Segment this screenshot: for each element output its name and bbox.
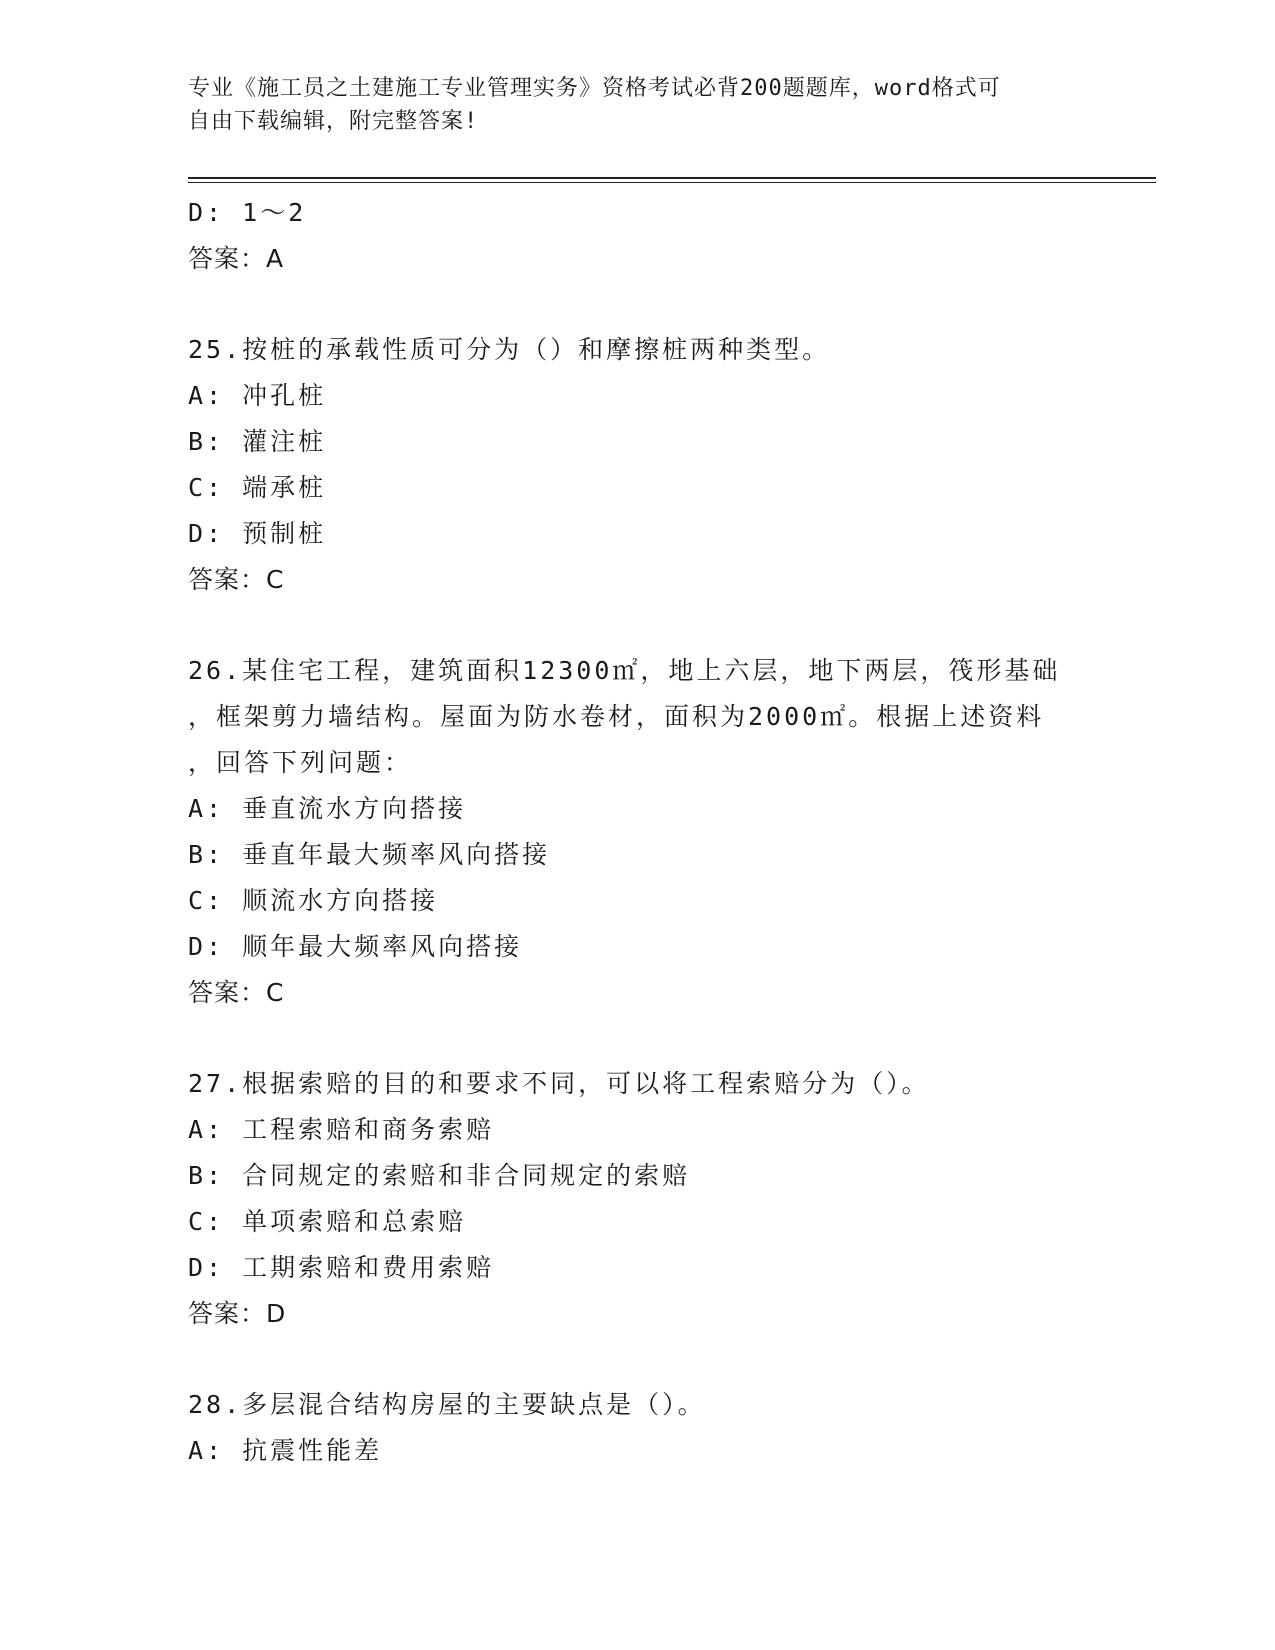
- option-b: B: 灌注桩: [188, 427, 327, 456]
- carryover-block: [188, 190, 1088, 282]
- question-stem: 26.某住宅工程，建筑面积12300㎡，地上六层，地下两层，筏形基础: [188, 656, 1061, 685]
- answer-line: 答案：D: [188, 1299, 287, 1328]
- option-a: A: 冲孔桩: [188, 381, 327, 410]
- spacer: [188, 1016, 1088, 1061]
- option-b: B: 合同规定的索赔和非合同规定的索赔: [188, 1161, 691, 1190]
- question-list: [188, 190, 1088, 1474]
- spacer: [188, 603, 1088, 648]
- option-d: D: 顺年最大频率风向搭接: [188, 932, 523, 961]
- question-stem: 27.根据索赔的目的和要求不同，可以将工程索赔分为（）。: [188, 1069, 930, 1098]
- header-title-line-1: 专业《施工员之土建施工专业管理实务》资格考试必背200题题库，word格式可: [188, 76, 1001, 101]
- option-a: A: 垂直流水方向搭接: [188, 794, 467, 823]
- answer-line: 答案：C: [188, 565, 285, 594]
- question-block-25: [188, 327, 1088, 603]
- question-stem: 28.多层混合结构房屋的主要缺点是（）。: [188, 1390, 706, 1419]
- option-b: B: 垂直年最大频率风向搭接: [188, 840, 551, 869]
- header-divider-thick: [188, 177, 1156, 179]
- question-stem-continued: ，回答下列问题：: [188, 748, 413, 777]
- document-header: [188, 72, 1068, 138]
- option-d: D: 预制桩: [188, 519, 327, 548]
- question-block-27: [188, 1061, 1088, 1337]
- spacer: [188, 1337, 1088, 1382]
- header-divider-thin: [188, 182, 1156, 183]
- option-c: C: 单项索赔和总索赔: [188, 1207, 467, 1236]
- question-block-28: [188, 1382, 1088, 1474]
- option-d: D: 1～2: [188, 198, 307, 227]
- option-a: A: 抗震性能差: [188, 1436, 383, 1465]
- question-block-26: [188, 648, 1088, 1016]
- question-stem: 25.按桩的承载性质可分为（）和摩擦桩两种类型。: [188, 335, 831, 364]
- answer-line: 答案：C: [188, 978, 285, 1007]
- spacer: [188, 282, 1088, 327]
- option-d: D: 工期索赔和费用索赔: [188, 1253, 495, 1282]
- option-a: A: 工程索赔和商务索赔: [188, 1115, 495, 1144]
- answer-line: 答案：A: [188, 244, 285, 273]
- question-stem-continued: ，框架剪力墙结构。屋面为防水卷材，面积为2000㎡。根据上述资料: [188, 702, 1045, 731]
- option-c: C: 端承桩: [188, 473, 327, 502]
- option-c: C: 顺流水方向搭接: [188, 886, 439, 915]
- header-title-line-2: 自由下载编辑，附完整答案!: [188, 109, 479, 134]
